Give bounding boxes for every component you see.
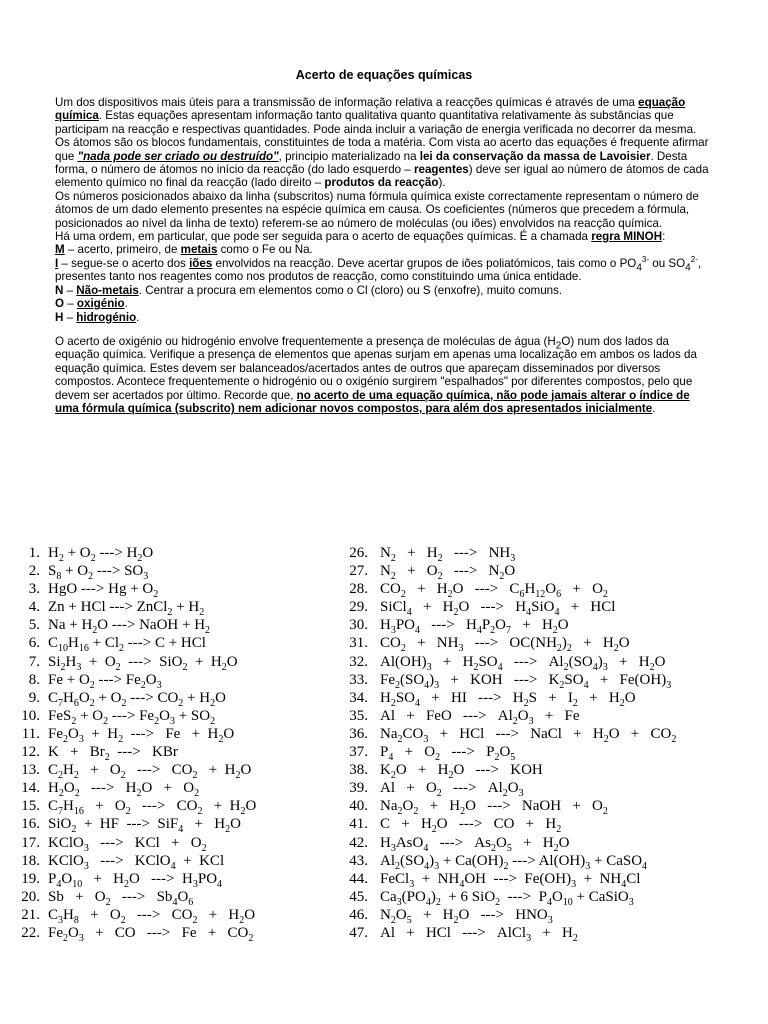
paragraph-oxygen-hydrogen: O acerto de oxigénio ou hidrogénio envolve frequentemente a presença de moléculas de água $(H_2O)$ num dos lados da equação química. Verifique a presença de elementos que apenas surjam em apenas uma localização em ambos os lados da equação química. Estes devem ser balanceados/acertados antes de outros que apareçam disseminados por diversos compostos. Acontece frequentemente o hidrogénio ou o oxigénio surgirem "espalhados" por diferentes compostos, pelo que devem ser acertados por último. Recorde que, no acerto de uma equação química, não pode jamais alterar o índice de uma fórmula química (subscrito) nem adicionar novos compostos, para além dos apresentados inicialmente. [55,334,697,415]
equation-list-right [336,544,676,942]
equation-formula: SiO$_2$ + HF ---> $SiF_4 + H_2O$ [48,816,241,836]
equation-item [336,870,676,888]
equation-item [336,725,676,743]
equation-number: 38. [349,762,368,779]
equation-item [336,544,676,562]
equation-item [12,906,256,924]
equation-item [12,616,256,637]
equation-number: 14. [21,780,40,797]
equation-number: 39. [349,780,368,797]
equation-item [12,834,256,852]
equation-item [336,634,676,655]
rule-m: M – acerto, primeiro, de metais como o Fe ou Na. [55,243,313,257]
equation-item [336,761,676,782]
equation-number: 19. [21,870,40,887]
equation-number: 5. [28,617,40,634]
equation-item [336,562,676,583]
equation-number: 29. [349,599,368,616]
equation-formula: $C_2H_2 + O_2$ ---> $CO_2 + H_2O$ [48,762,252,782]
equation-formula: $CO_2 + H_2O$ ---> $C_6H_{12}O_6 + O_2$ [380,581,608,601]
equation-formula: $P_4 + O_2$ ---> $P_2O_5$ [380,744,516,764]
equation-number: 31. [349,635,368,652]
equation-number: 44. [349,870,368,887]
equation-number: 30. [349,617,368,634]
equation-item [12,562,256,583]
equation-formula: $K_2O + H_2O$ ---> KOH [380,762,543,782]
equation-formula: $CO_2 + NH_3$ ---> $OC(NH_2)_2 + H_2O$ [380,635,630,655]
equation-formula: $N_2O_5 + H_2O$ ---> $HNO_3$ [380,906,553,926]
equation-formula: $Na_2CO_3$ + HCl ---> NaCl + $H_2O + CO_2$ [380,725,677,745]
equation-formula: $N_2 + O_2$ ---> $N_2O$ [380,563,516,583]
equation-item [12,761,256,782]
equation-item [12,852,256,870]
equation-number: 36. [349,725,368,742]
equation-item [336,906,676,924]
equation-item [336,707,676,725]
equation-formula: $C + H_2O$ ---> CO + $H_2$ [380,816,562,836]
equation-number: 35. [349,707,368,724]
equation-item [12,544,256,562]
equation-number: 45. [349,888,368,905]
equation-item [336,779,676,800]
equation-number: 42. [349,834,368,851]
equation-number: 41. [349,816,368,833]
equation-number: 11. [21,725,40,742]
paragraph-equation-intro: Um dos dispositivos mais úteis para a transmissão de informação relativa a reacções químicas é através de uma equação química. Estas equações apresentam informação tanto qualitativa quanto quantitativa relativamente às substâncias que participam na reacção e respectivas quantidades. Pode ainda incluir a variação de energia verificada no decorrer da mesma. [55,96,697,136]
equation-formula: $P_4O_{10} + H_2O$ ---> $H_3PO_4$ [48,870,223,890]
equation-number: 10. [21,707,40,724]
equation-formula: $H_3PO_4$ ---> $H_4P_2O_7 + H_2O$ [380,617,569,637]
equation-number: 8. [28,671,40,688]
equation-item [336,743,676,764]
equation-formula: HgO ---> $Hg + O_2$ [48,581,159,601]
equation-formula: $Al + O_2$ ---> $Al_2O_3$ [380,780,524,800]
equation-number: 27. [349,563,368,580]
equation-item [12,743,256,764]
intro-text [55,96,715,415]
equation-number: 34. [349,689,368,706]
equation-formula: $Al(OH)_3 + H_2SO_4$ ---> $Al_2(SO_4)_3 + H_2O$ [380,653,666,673]
equation-item [12,653,256,671]
equation-number: 21. [21,906,40,923]
equation-formula: KClO$_3$ ---> KClO$_4$ + KCl [48,852,225,872]
equation-formula: Zn + HCl ---> ZnCl$_2$ + $H_2$ [48,599,205,619]
equation-number: 28. [349,581,368,598]
equation-item [336,598,676,619]
rule-o: O – oxigénio. [55,297,128,311]
equation-item [12,797,257,818]
paragraph-subscripts: Os números posicionados abaixo da linha (subscritos) numa fórmula química existe correctamente representam o número de átomos de um dado elemento presentes na espécie química em causa. Os coeficientes (números que precedem a fórmula, posicionados ao nível da linha de texto) referem-se ao número de moléculas (ou iões) envolvidos na reacção química. [55,189,699,230]
equation-formula: Al + HCl ---> AlCl$_3$ + $H_2$ [380,924,578,944]
equation-formula: $Sb + O_2$ ---> $Sb_4O_6$ [48,888,194,908]
rule-i: I – segue-se o acerto dos iões envolvidos na reacção. Deve acertar grupos de iões poliatómicos, tais como o $PO_4^{3-}$ ou $SO_4^{2-}$, presentes tanto nos reagentes como nos produtos de reacção, como constituindo uma única entidade. [55,255,702,284]
equation-formula: Al + FeO ---> $Al_2O_3 + Fe$ [380,707,580,727]
equation-item [336,580,676,601]
equation-item [12,634,256,655]
equation-formula: SiCl$_4$ + $H_2O$ ---> $H_4SiO_4$ + HCl [380,599,616,619]
equation-item [336,653,676,671]
equation-formula: $Na + H_2O$ ---> NaOH + $H_2$ [48,617,211,637]
equation-formula: $H_2 + O_2$ ---> $H_2O$ [48,545,154,564]
equation-item [12,580,256,601]
equation-formula: FeCl$_3$ + $NH_4OH$ ---> $Fe(OH)_3 + NH_4Cl$ [380,870,641,890]
equation-number: 40. [349,798,368,815]
equation-number: 33. [349,671,368,688]
equation-item [336,888,676,906]
equation-formula: $H_2SO_4$ + HI ---> $H_2S + I_2 + H_2O$ [380,689,636,709]
equation-formula: $Fe_2(SO_4)_3$ + KOH ---> $K_2SO_4 + Fe(OH)_3$ [380,671,672,691]
equation-formula: $Si_2H_3 + O_2$ ---> $SiO_2 + H_2O$ [48,653,238,673]
equation-item [336,671,676,689]
equation-number: 2. [28,563,40,580]
equation-number: 12. [21,744,40,761]
equation-formula: $S_8 + O_2$ ---> $SO_3$ [48,563,149,583]
equation-number: 18. [21,852,40,869]
equation-item [336,616,676,637]
equation-item [336,797,676,818]
equation-number: 7. [28,653,40,670]
equation-number: 43. [349,852,368,869]
equation-number: 47. [349,924,368,941]
rule-n: N – Não-metais. Centrar a procura em elementos como o Cl (cloro) ou S (enxofre), muito comuns. [55,283,563,297]
equation-number: 32. [349,653,368,670]
equation-number: 37. [349,744,368,761]
equation-item [336,924,676,942]
equation-formula: $C_7H_6O_2 + O_2$ ---> $CO_2 + H_2O$ [48,689,226,709]
equation-formula: $Al_2(SO_4)_3 + Ca(OH)_2$ ---> $Al(OH)_3$ + CaSO$_4$ [380,852,648,872]
equation-formula: $Ca_3(PO_4)_2 + 6$ SiO$_2$ ---> $P_4O_{10}$ + CaSiO$_3$ [380,888,634,908]
equation-number: 9. [28,689,40,706]
equation-item [12,779,256,800]
equation-number: 6. [28,635,40,652]
equation-list-left [12,544,256,942]
equation-formula: $H_3AsO_4$ ---> $As_2O_5 + H_2O$ [380,834,570,854]
equation-formula: $H_2O_2$ ---> $H_2O + O_2$ [48,780,200,800]
equation-formula: $FeS_2 + O_2$ ---> $Fe_2O_3 + SO_2$ [48,707,216,727]
equation-formula: $C_{10}H_{16} + Cl_2$ ---> C + HCl [48,635,206,655]
equation-formula: $C_7H_{16} + O_2$ ---> $CO_2 + H_2O$ [48,798,257,818]
equation-formula: $K + Br_2$ ---> KBr [48,744,178,764]
equation-formula: KClO$_3$ ---> KCl + $O_2$ [48,834,207,854]
equation-formula: $Fe + O_2$ ---> $Fe_2O_3$ [48,671,162,691]
equation-item [336,815,676,836]
equation-item [12,671,256,689]
page-title: Acerto de equações químicas [295,68,473,82]
equation-number: 1. [28,545,40,561]
equation-number: 4. [28,599,40,616]
equation-number: 13. [21,762,40,779]
paragraph-atoms: Os átomos são os blocos fundamentais, constituintes de toda a matéria. Com vista ao acerto das equações é frequente afirmar que "nada pode ser criado ou destruído", principio materializado na lei da conservação da massa de Lavoisier. Desta forma, o número de átomos no início da reacção (do lado esquerdo – reagentes) deve ser igual ao número de átomos de cada elemento químico no final da reacção (lado direito – produtos da reacção). [55,136,709,190]
equation-number: 22. [21,924,40,941]
equation-item [336,852,676,870]
equation-item [12,725,256,743]
equation-item [336,689,676,707]
equation-formula: $Fe_2O_3 + H_2$ ---> $Fe + H_2O$ [48,725,235,745]
equation-item [12,815,256,836]
rule-h: H – hidrogénio. [55,310,140,324]
equation-number: 17. [21,834,40,851]
equation-item [12,924,256,942]
equation-formula: $C_3H_8 + O_2$ ---> $CO_2 + H_2O$ [48,906,256,926]
equation-item [12,689,256,707]
equation-number: 16. [21,816,40,833]
equation-formula: $Fe_2O_3$ + CO ---> $Fe + CO_2$ [48,924,254,944]
paragraph-minoh: Há uma ordem, em particular, que pode ser seguida para o acerto de equações químicas. É a chamada regra MINOH: [55,230,666,244]
equation-number: 26. [349,545,368,561]
equation-item [12,707,256,725]
equation-formula: $N_2 + H_2$ ---> $NH_3$ [380,545,516,564]
equation-number: 15. [21,798,40,815]
equation-item [12,870,256,888]
equation-formula: $Na_2O_2 + H_2O$ ---> NaOH + $O_2$ [380,798,608,818]
equation-item [12,598,256,619]
equation-number: 46. [349,906,368,923]
equation-number: 3. [28,581,40,598]
equation-number: 20. [21,888,40,905]
equation-item [336,834,676,852]
equation-item [12,888,256,906]
